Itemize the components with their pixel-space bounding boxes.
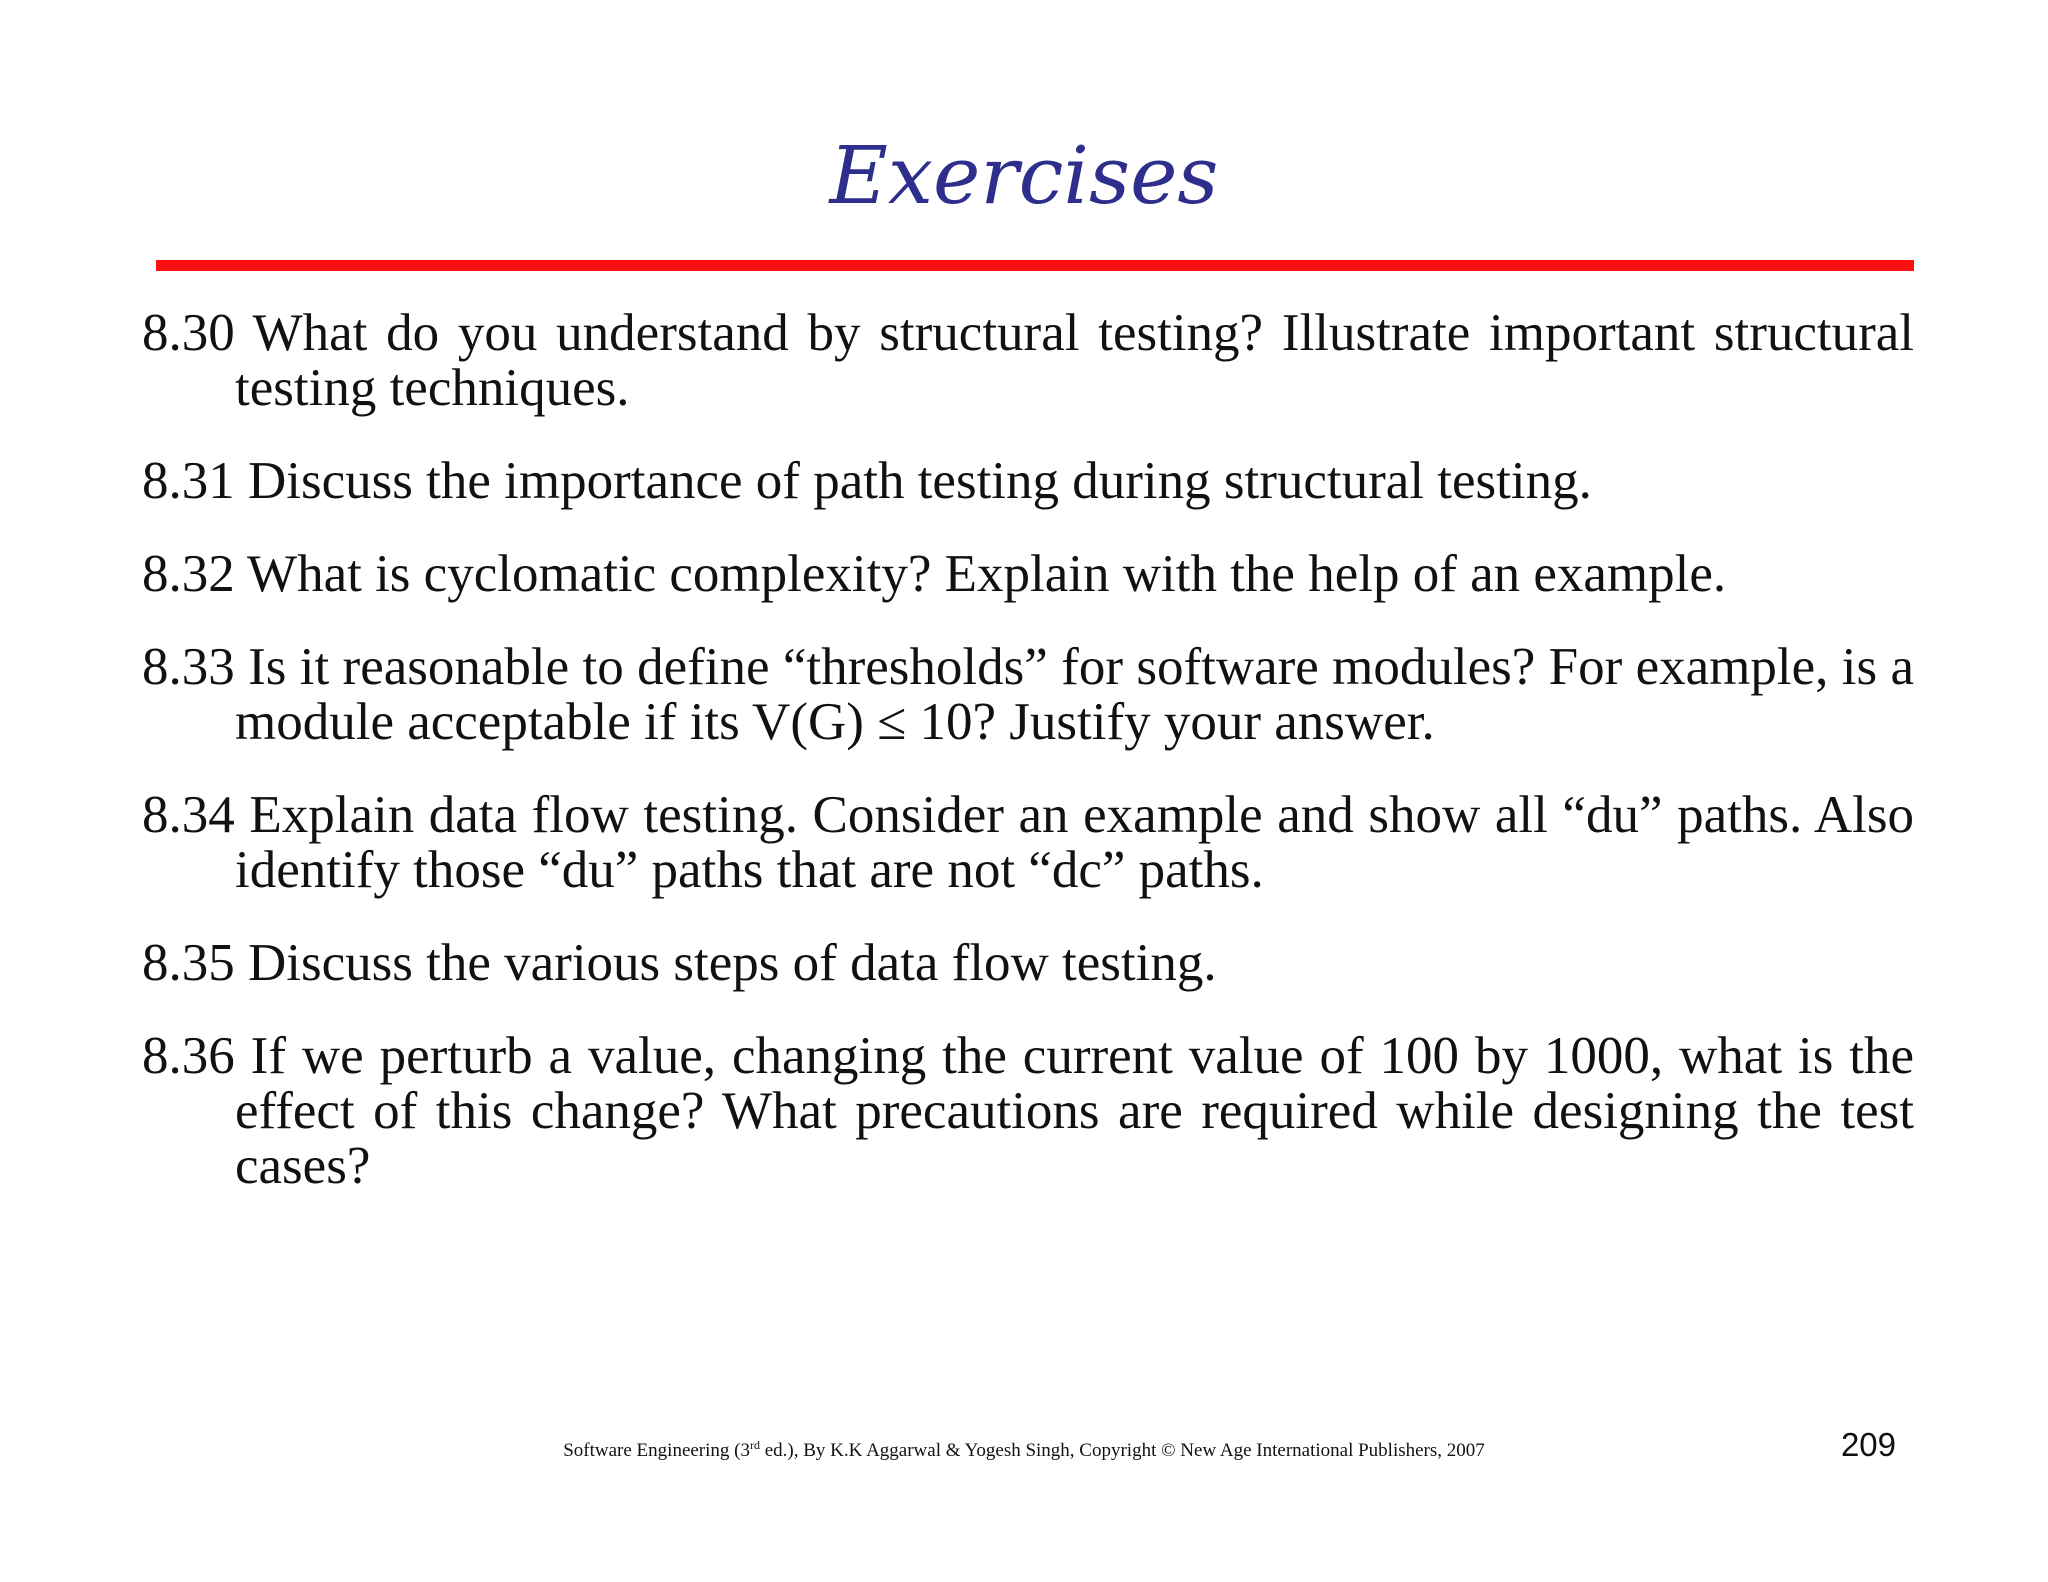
exercise-item: 8.36 If we perturb a value, changing the current value of 100 by 1000, what is the effect of this change? What precautions are required while designing the test cases? xyxy=(142,1027,1914,1195)
page-number: 209 xyxy=(1840,1426,1896,1463)
title-divider xyxy=(156,260,1914,271)
exercise-item: 8.33 Is it reasonable to define “thresholds” for software modules? For example, is a module acceptable if its V(G) ≤ 10? Justify your answer. xyxy=(142,638,1914,751)
footer-suffix: ed.), By K.K Aggarwal & Yogesh Singh, Copyright © New Age International Publishers, 2007 xyxy=(760,1440,1485,1461)
footer-superscript: rd xyxy=(750,1438,760,1452)
exercise-item: 8.34 Explain data flow testing. Consider an example and show all “du” paths. Also identify those “du” paths that are not “dc” paths. xyxy=(142,786,1914,899)
footer-citation xyxy=(0,1440,2048,1462)
slide-title: Exercises xyxy=(829,129,1219,222)
exercise-list xyxy=(142,306,1914,1232)
exercise-item: 8.35 Discuss the various steps of data flow testing. xyxy=(142,934,1217,992)
exercise-item: 8.32 What is cyclomatic complexity? Explain with the help of an example. xyxy=(142,545,1727,603)
footer-prefix: Software Engineering (3 xyxy=(563,1440,750,1461)
exercise-item: 8.30 What do you understand by structural testing? Illustrate important structural testing techniques. xyxy=(142,304,1914,417)
exercise-item: 8.31 Discuss the importance of path testing during structural testing. xyxy=(142,452,1592,510)
